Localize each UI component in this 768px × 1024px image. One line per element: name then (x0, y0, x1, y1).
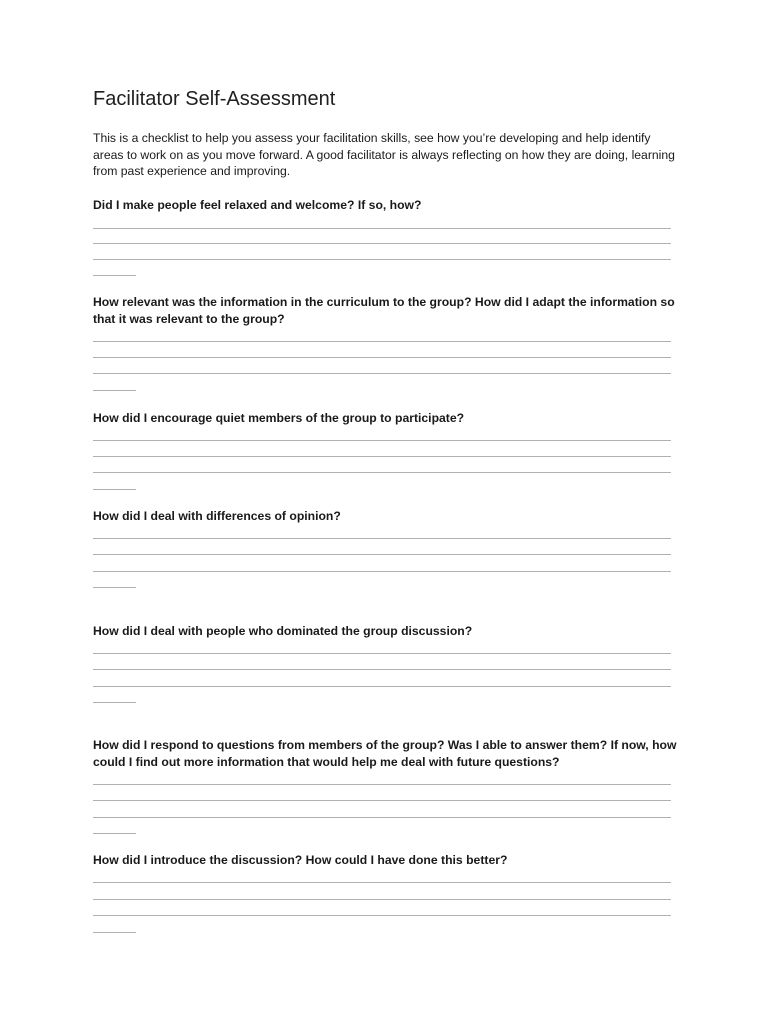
question-4 (93, 508, 683, 525)
answer-line[interactable] (93, 800, 671, 801)
answer-line[interactable] (93, 538, 671, 539)
answer-line[interactable] (93, 899, 671, 900)
answer-line[interactable] (93, 259, 671, 260)
answer-line-end[interactable] (93, 702, 136, 703)
question-1 (93, 197, 683, 214)
answer-line[interactable] (93, 357, 671, 358)
answer-line-end[interactable] (93, 390, 136, 391)
question-7-text: How did I introduce the discussion? How could I have done this better? (93, 853, 508, 867)
answer-line-end[interactable] (93, 932, 136, 933)
answer-line[interactable] (93, 373, 671, 374)
answer-line[interactable] (93, 915, 671, 916)
answer-line[interactable] (93, 882, 671, 883)
answer-line[interactable] (93, 554, 671, 555)
question-5-text: How did I deal with people who dominated the group discussion? (93, 624, 473, 638)
question-3-text: How did I encourage quiet members of the group to participate? (93, 411, 465, 425)
question-2-text: How relevant was the information in the curriculum to the group? How did I adapt the information so that it was relevant to the group? (93, 295, 675, 326)
answer-line-end[interactable] (93, 587, 136, 588)
question-7 (93, 852, 683, 869)
question-6-text: How did I respond to questions from members of the group? Was I able to answer them? If now, how could I find out more information that would help me deal with future questions? (93, 738, 677, 769)
answer-line[interactable] (93, 817, 671, 818)
answer-line[interactable] (93, 784, 671, 785)
question-1-text: Did I make people feel relaxed and welcome? If so, how? (93, 198, 422, 212)
question-4-text: How did I deal with differences of opinion? (93, 509, 341, 523)
answer-line[interactable] (93, 686, 671, 687)
answer-line-end[interactable] (93, 275, 136, 276)
answer-line[interactable] (93, 571, 671, 572)
intro-paragraph: This is a checklist to help you assess your facilitation skills, see how you’re developing and help identify areas to work on as you move forward. A good facilitator is always reflecting on how they are doing, learning from past experience and improving. (93, 131, 675, 178)
answer-line[interactable] (93, 653, 671, 654)
question-6 (93, 737, 683, 771)
answer-line[interactable] (93, 440, 671, 441)
question-3 (93, 410, 683, 427)
answer-line-end[interactable] (93, 833, 136, 834)
answer-line[interactable] (93, 669, 671, 670)
page-title: Facilitator Self-Assessment (93, 88, 336, 110)
answer-line[interactable] (93, 456, 671, 457)
question-2 (93, 294, 683, 328)
answer-line[interactable] (93, 472, 671, 473)
question-5 (93, 623, 683, 640)
answer-line[interactable] (93, 243, 671, 244)
answer-line[interactable] (93, 341, 671, 342)
answer-line[interactable] (93, 228, 671, 229)
answer-line-end[interactable] (93, 489, 136, 490)
